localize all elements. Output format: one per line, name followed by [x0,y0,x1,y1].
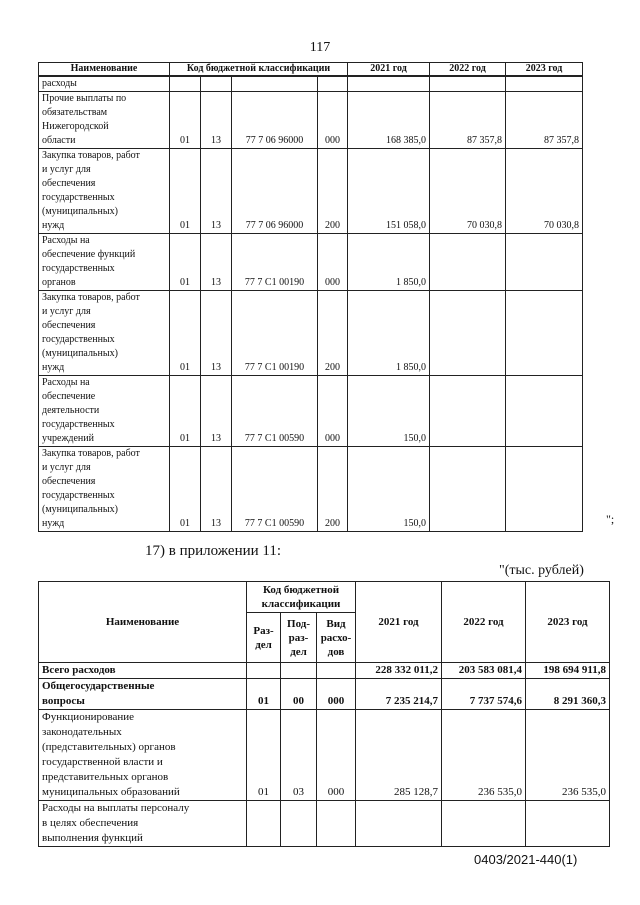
cell-csr [232,76,318,92]
cell-vr [317,663,356,679]
header-podrazdel: Под- раз- дел [281,613,317,663]
header-vid-rashodov: Вид расхо- дов [317,613,356,663]
cell-razdel: 01 [170,149,201,234]
cell-y2021: 1 850,0 [348,291,430,376]
table-row [39,679,610,710]
cell-y2023 [506,291,583,376]
cell-y2023: 198 694 911,8 [526,663,610,679]
cell-y2021: 150,0 [348,447,430,532]
cell-y2022: 70 030,8 [430,149,506,234]
cell-y2022 [430,376,506,447]
cell-csr: 77 7 06 96000 [232,149,318,234]
header-2021-2: 2021 год [356,582,442,663]
cell-y2022 [430,291,506,376]
cell-name: Общегосударственные вопросы [39,679,247,710]
budget-table-continued [38,62,583,532]
cell-y2023: 70 030,8 [506,149,583,234]
cell-y2022: 236 535,0 [442,710,526,801]
cell-razdel: 01 [170,291,201,376]
cell-name: Функционирование законодательных (представительных) органов государственной власти и представительных органов муниципальных образований [39,710,247,801]
cell-y2022 [430,447,506,532]
cell-y2022: 203 583 081,4 [442,663,526,679]
cell-y2021: 228 332 011,2 [356,663,442,679]
table-row [39,663,610,679]
cell-razdel [247,801,281,847]
table-row [39,376,583,447]
cell-podrazdel: 13 [201,291,232,376]
table2-body [39,663,610,847]
cell-vr [318,76,348,92]
cell-y2023: 236 535,0 [526,710,610,801]
cell-razdel: 01 [247,710,281,801]
cell-vr: 200 [318,149,348,234]
table-row [39,801,610,847]
cell-razdel: 01 [247,679,281,710]
cell-y2021: 7 235 214,7 [356,679,442,710]
cell-y2023: 87 357,8 [506,92,583,149]
cell-podrazdel: 03 [281,710,317,801]
cell-csr: 77 7 С1 00190 [232,291,318,376]
table-row [39,76,583,92]
cell-y2022 [430,76,506,92]
table1-body [39,76,583,532]
appendix-11-table [38,581,610,847]
cell-name: Всего расходов [39,663,247,679]
cell-y2023 [506,76,583,92]
header-razdel: Раз- дел [247,613,281,663]
cell-vr: 000 [318,234,348,291]
cell-podrazdel: 00 [281,679,317,710]
table-row [39,291,583,376]
section-title: 17) в приложении 11: [145,543,282,559]
header-name: Наименование [39,63,170,77]
cell-vr: 000 [318,376,348,447]
closing-quote: "; [606,512,615,526]
cell-csr: 77 7 С1 00590 [232,447,318,532]
units-label: "(тыс. рублей) [499,563,584,578]
table-row [39,149,583,234]
cell-podrazdel: 13 [201,92,232,149]
cell-name: Закупка товаров, работ и услуг для обеспечения государственных (муниципальных) нужд [39,149,170,234]
cell-vr: 200 [318,291,348,376]
cell-csr: 77 7 С1 00590 [232,376,318,447]
cell-name: Прочие выплаты по обязательствам Нижегородской области [39,92,170,149]
cell-name: Расходы на обеспечение функций государственных органов [39,234,170,291]
cell-y2023: 8 291 360,3 [526,679,610,710]
cell-razdel [247,663,281,679]
cell-vr: 000 [317,710,356,801]
table-row [39,92,583,149]
cell-podrazdel: 13 [201,234,232,291]
cell-y2021: 1 850,0 [348,234,430,291]
cell-y2023 [506,234,583,291]
table-row [39,234,583,291]
document-number: 0403/2021-440(1) [474,852,578,867]
header-2021: 2021 год [348,63,430,77]
cell-csr: 77 7 С1 00190 [232,234,318,291]
cell-y2022: 87 357,8 [430,92,506,149]
cell-name: Расходы на выплаты персоналу в целях обеспечения выполнения функций [39,801,247,847]
header-2022-2: 2022 год [442,582,526,663]
cell-y2021 [348,76,430,92]
cell-podrazdel [281,663,317,679]
header-code-2: Код бюджетной классификации [247,582,356,613]
cell-y2023 [526,801,610,847]
cell-razdel [170,76,201,92]
page-number: 117 [309,40,331,55]
cell-name: Расходы на обеспечение деятельности государственных учреждений [39,376,170,447]
header-name-2: Наименование [39,582,247,663]
cell-csr: 77 7 06 96000 [232,92,318,149]
header-2023-2: 2023 год [526,582,610,663]
cell-y2021: 285 128,7 [356,710,442,801]
cell-vr: 200 [318,447,348,532]
cell-podrazdel [201,76,232,92]
table-row [39,447,583,532]
cell-y2022: 7 737 574,6 [442,679,526,710]
table-row [39,710,610,801]
cell-podrazdel [281,801,317,847]
cell-podrazdel: 13 [201,447,232,532]
cell-razdel: 01 [170,447,201,532]
cell-name: Закупка товаров, работ и услуг для обеспечения государственных (муниципальных) нужд [39,291,170,376]
cell-vr [317,801,356,847]
cell-razdel: 01 [170,376,201,447]
cell-y2022 [442,801,526,847]
cell-razdel: 01 [170,234,201,291]
cell-y2023 [506,447,583,532]
cell-razdel: 01 [170,92,201,149]
cell-y2022 [430,234,506,291]
cell-y2021: 151 058,0 [348,149,430,234]
header-code: Код бюджетной классификации [170,63,348,77]
cell-podrazdel: 13 [201,376,232,447]
cell-vr: 000 [318,92,348,149]
cell-y2023 [506,376,583,447]
cell-vr: 000 [317,679,356,710]
cell-podrazdel: 13 [201,149,232,234]
cell-y2021: 150,0 [348,376,430,447]
cell-y2021 [356,801,442,847]
header-2023: 2023 год [506,63,583,77]
header-2022: 2022 год [430,63,506,77]
cell-y2021: 168 385,0 [348,92,430,149]
cell-name: расходы [39,76,170,92]
cell-name: Закупка товаров, работ и услуг для обеспечения государственных (муниципальных) нужд [39,447,170,532]
